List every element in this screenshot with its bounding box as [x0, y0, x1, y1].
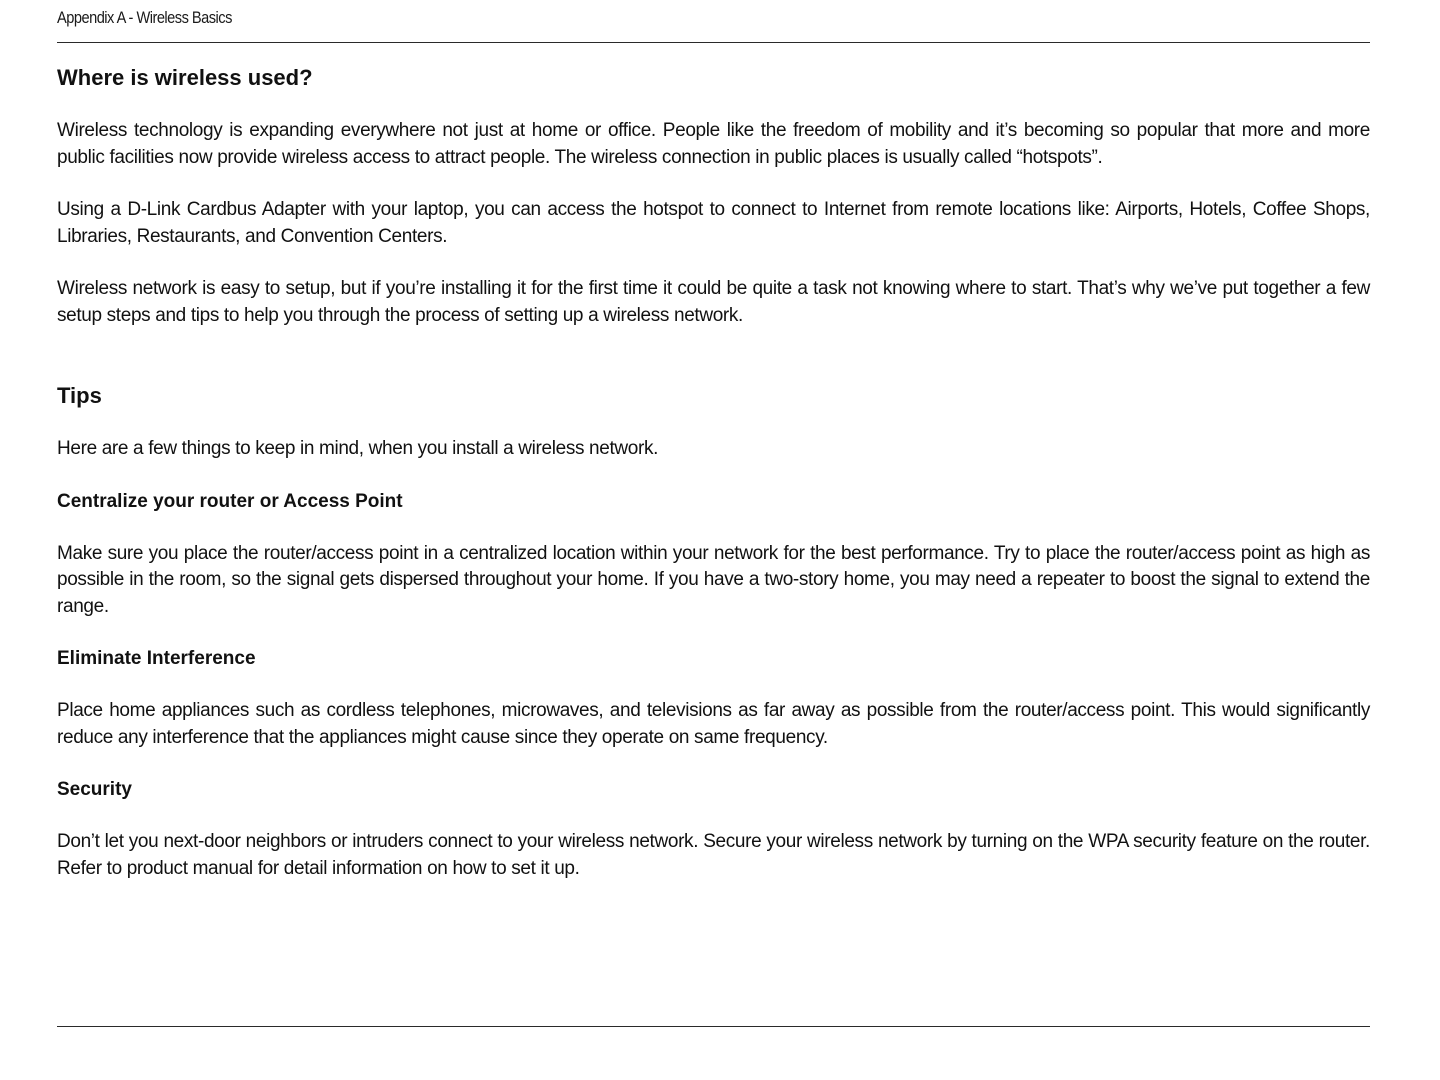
paragraph-tips-intro: Here are a few things to keep in mind, when you install a wireless network.: [57, 438, 659, 459]
manual-page: [57, 0, 1370, 1080]
paragraph-wireless-expanding: Wireless technology is expanding everywhere not just at home or office. People like the freedom of mobility and it’s becoming so popular that more and more public facilities now provide wireless access to attract people. The wireless connection in public places is usually called “hotspots”.: [57, 120, 1370, 168]
tip-body-security: Don’t let you next-door neighbors or intruders connect to your wireless network. Secure your wireless network by turning on the WPA security feature on the router. Refer to product manual for detail information on how to set it up.: [57, 831, 1370, 879]
tip-heading-security: Security: [57, 779, 132, 800]
header-rule: [57, 42, 1370, 43]
paragraph-cardbus-hotspot: Using a D-Link Cardbus Adapter with your laptop, you can access the hotspot to connect to Internet from remote locations like: Airports, Hotels, Coffee Shops, Libraries, Restaurants, and Convention Centers.: [57, 199, 1370, 247]
page-content: [57, 64, 1370, 882]
running-header: Appendix A - Wireless Basics: [57, 8, 232, 27]
section-title-where-wireless-used: Where is wireless used?: [57, 65, 313, 90]
footer-rule: [57, 1026, 1370, 1027]
paragraph-setup-intro: Wireless network is easy to setup, but if you’re installing it for the first time it could be quite a task not knowing where to start. That’s why we’ve put together a few setup steps and tips to help you through the process of setting up a wireless network.: [57, 278, 1370, 326]
section-title-tips: Tips: [57, 383, 102, 408]
tip-heading-interference: Eliminate Interference: [57, 648, 256, 669]
tip-body-centralize: Make sure you place the router/access point in a centralized location within your network for the best performance. Try to place the router/access point as high as possible in the room, so the signal gets dispersed throughout your home. If you have a two-story home, you may need a repeater to boost the signal to extend the range.: [57, 542, 1370, 617]
tip-heading-centralize: Centralize your router or Access Point: [57, 490, 403, 512]
tip-body-interference: Place home appliances such as cordless telephones, microwaves, and televisions as far away as possible from the router/access point. This would significantly reduce any interference that the appliances might cause since they operate on same frequency.: [57, 700, 1370, 748]
